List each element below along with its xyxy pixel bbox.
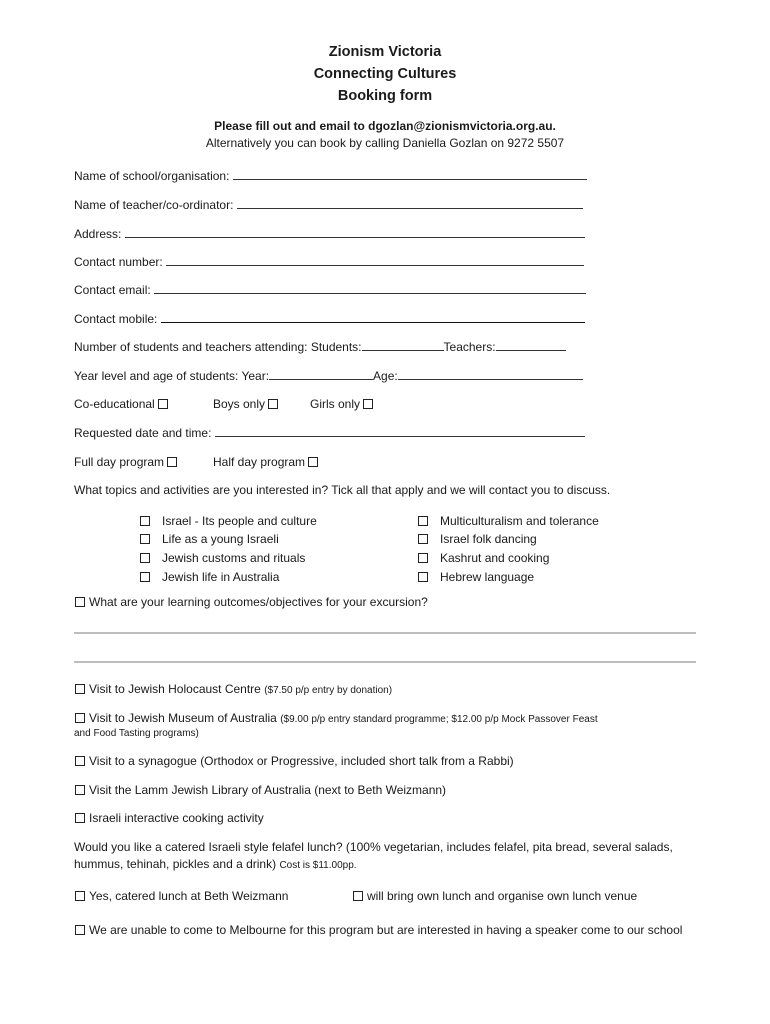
students-blank[interactable] xyxy=(362,340,444,351)
requested-date-label: Requested date and time: xyxy=(74,426,212,440)
topic-item[interactable] xyxy=(418,570,534,584)
library-checkbox[interactable] xyxy=(75,785,85,795)
full-day-checkbox[interactable] xyxy=(167,457,177,467)
co-ed-checkbox[interactable] xyxy=(158,399,168,409)
catered-lunch-checkbox[interactable] xyxy=(75,891,85,901)
topics-question: What topics and activities are you interested in? Tick all that apply and we will contact you to discuss. xyxy=(74,483,611,497)
museum-note: ($9.00 p/p entry standard programme; $12.00 p/p Mock Passover Feast xyxy=(280,714,598,725)
topic-checkbox[interactable] xyxy=(140,534,150,544)
half-day-label: Half day program xyxy=(213,455,306,469)
address-label: Address: xyxy=(74,227,122,241)
topic-checkbox[interactable] xyxy=(418,553,428,563)
contact-mobile-label: Contact mobile: xyxy=(74,312,158,326)
own-lunch-checkbox[interactable] xyxy=(353,891,363,901)
year-blank[interactable] xyxy=(269,369,373,380)
half-day-checkbox[interactable] xyxy=(308,457,318,467)
topic-label: Multiculturalism and tolerance xyxy=(440,514,599,528)
topic-item[interactable] xyxy=(140,570,279,584)
boys-only-option[interactable] xyxy=(213,397,281,411)
requested-date-blank[interactable] xyxy=(215,426,585,437)
contact-mobile-blank[interactable] xyxy=(161,312,585,323)
own-lunch-label: will bring own lunch and organise own lunch venue xyxy=(367,889,638,903)
half-day-option[interactable] xyxy=(213,455,321,469)
topic-item[interactable] xyxy=(140,551,305,565)
lunch-question-text: Would you like a catered Israeli style felafel lunch? (100% vegetarian, includes felafel, pita bread, several salads, hummus, tehinah, pickles and a drink) xyxy=(74,840,673,871)
boys-only-label: Boys only xyxy=(213,397,266,411)
contact-number-label: Contact number: xyxy=(74,255,163,269)
library-option[interactable] xyxy=(74,783,446,797)
contact-email-label: Contact email: xyxy=(74,283,151,297)
topic-label: Israel folk dancing xyxy=(440,532,537,546)
topic-checkbox[interactable] xyxy=(140,572,150,582)
teacher-blank[interactable] xyxy=(237,198,583,209)
students-label: Number of students and teachers attending: Students: xyxy=(74,340,362,354)
museum-note-continued: and Food Tasting programs) xyxy=(74,728,199,739)
topic-checkbox[interactable] xyxy=(140,516,150,526)
catered-lunch-option[interactable] xyxy=(74,889,288,903)
teacher-label: Name of teacher/co-ordinator: xyxy=(74,198,234,212)
school-field[interactable] xyxy=(74,169,587,183)
topic-label: Kashrut and cooking xyxy=(440,551,550,565)
cooking-label: Israeli interactive cooking activity xyxy=(89,811,264,825)
speaker-option[interactable] xyxy=(74,922,694,939)
topic-label: Israel - Its people and culture xyxy=(162,514,317,528)
age-blank[interactable] xyxy=(398,369,583,380)
answer-line[interactable] xyxy=(74,632,696,634)
teachers-blank[interactable] xyxy=(496,340,566,351)
contact-number-blank[interactable] xyxy=(166,255,584,266)
lunch-cost: Cost is $11.00pp. xyxy=(279,860,357,871)
holocaust-label: Visit to Jewish Holocaust Centre xyxy=(89,682,261,696)
co-ed-label: Co-educational xyxy=(74,397,155,411)
topic-checkbox[interactable] xyxy=(140,553,150,563)
age-label: Age: xyxy=(373,369,398,383)
library-label: Visit the Lamm Jewish Library of Australia (next to Beth Weizmann) xyxy=(89,783,447,797)
full-day-label: Full day program xyxy=(74,455,165,469)
school-label: Name of school/organisation: xyxy=(74,169,230,183)
museum-label: Visit to Jewish Museum of Australia xyxy=(89,711,277,725)
synagogue-option[interactable] xyxy=(74,754,514,768)
girls-only-checkbox[interactable] xyxy=(363,399,373,409)
synagogue-label: Visit to a synagogue (Orthodox or Progressive, included short talk from a Rabbi) xyxy=(89,754,514,768)
form-title: Booking form xyxy=(337,88,433,104)
attendance-field[interactable] xyxy=(74,340,566,354)
topic-item[interactable] xyxy=(418,551,549,565)
boys-only-checkbox[interactable] xyxy=(268,399,278,409)
school-blank[interactable] xyxy=(233,169,587,180)
outcomes-option[interactable] xyxy=(74,595,428,609)
contact-email-blank[interactable] xyxy=(154,283,586,294)
requested-date-field[interactable] xyxy=(74,426,585,440)
alternative-text: Alternatively you can book by calling Daniella Gozlan on 9272 5507 xyxy=(205,136,565,150)
outcomes-label: What are your learning outcomes/objectives for your excursion? xyxy=(89,595,428,609)
topic-label: Hebrew language xyxy=(440,570,535,584)
topic-checkbox[interactable] xyxy=(418,516,428,526)
full-day-option[interactable] xyxy=(74,455,180,469)
topic-label: Life as a young Israeli xyxy=(162,532,279,546)
museum-checkbox[interactable] xyxy=(75,713,85,723)
topic-checkbox[interactable] xyxy=(418,534,428,544)
address-field[interactable] xyxy=(74,227,585,241)
topic-label: Jewish life in Australia xyxy=(162,570,280,584)
girls-only-option[interactable] xyxy=(310,397,376,411)
speaker-checkbox[interactable] xyxy=(75,925,85,935)
co-ed-option[interactable] xyxy=(74,397,171,411)
contact-mobile-field[interactable] xyxy=(74,312,585,326)
topic-item[interactable] xyxy=(418,514,599,528)
cooking-checkbox[interactable] xyxy=(75,813,85,823)
topic-label: Jewish customs and rituals xyxy=(162,551,306,565)
own-lunch-option[interactable] xyxy=(352,889,637,903)
contact-email-field[interactable] xyxy=(74,283,586,297)
holocaust-note: ($7.50 p/p entry by donation) xyxy=(264,685,393,696)
girls-only-label: Girls only xyxy=(310,397,361,411)
holocaust-checkbox[interactable] xyxy=(75,684,85,694)
speaker-label: We are unable to come to Melbourne for this program but are interested in having a speaker come to our school xyxy=(89,923,683,937)
program-title: Connecting Cultures xyxy=(313,66,457,82)
answer-line[interactable] xyxy=(74,661,696,663)
cooking-option[interactable] xyxy=(74,811,264,825)
year-label: Year level and age of students: Year: xyxy=(74,369,270,383)
teachers-label: Teachers: xyxy=(443,340,496,354)
catered-lunch-label: Yes, catered lunch at Beth Weizmann xyxy=(89,889,289,903)
holocaust-option[interactable] xyxy=(74,682,392,696)
topic-item[interactable] xyxy=(140,532,279,546)
synagogue-checkbox[interactable] xyxy=(75,756,85,766)
year-age-field[interactable] xyxy=(74,369,583,383)
lunch-question xyxy=(74,839,694,874)
outcomes-checkbox[interactable] xyxy=(75,597,85,607)
contact-number-field[interactable] xyxy=(74,255,584,269)
org-title: Zionism Victoria xyxy=(328,44,442,60)
topic-item[interactable] xyxy=(418,532,537,546)
instruction-text: Please fill out and email to dgozlan@zionismvictoria.org.au. xyxy=(214,119,556,133)
museum-option[interactable] xyxy=(74,711,598,725)
teacher-field[interactable] xyxy=(74,198,583,212)
topic-checkbox[interactable] xyxy=(418,572,428,582)
topic-item[interactable] xyxy=(140,514,317,528)
address-blank[interactable] xyxy=(125,227,585,238)
